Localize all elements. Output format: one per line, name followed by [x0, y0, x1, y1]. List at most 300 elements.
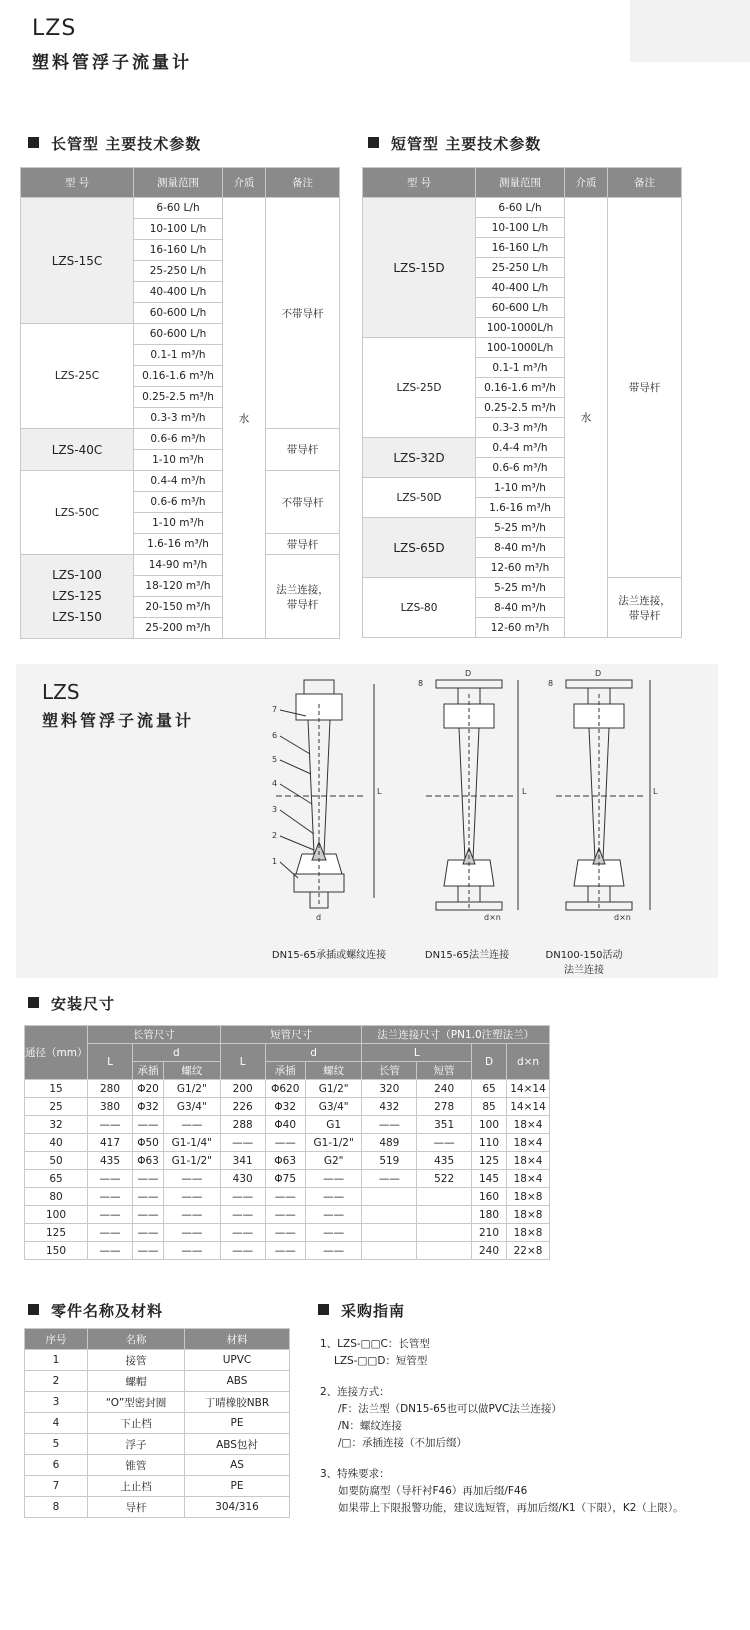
range-cell: 8-40 m³/h	[476, 538, 565, 558]
model-cell: LZS-40C	[21, 429, 134, 471]
parts-cell: 上止档	[88, 1476, 185, 1497]
guide-line: 3、特殊要求：	[320, 1468, 390, 1480]
col-dn: d×n	[507, 1044, 550, 1080]
callout-label: 3	[272, 805, 278, 814]
range-cell: 0.6-6 m³/h	[134, 429, 223, 450]
col-short: 短管尺寸	[220, 1026, 362, 1044]
note-cell: 带导杆	[608, 198, 682, 578]
col-long: 长管尺寸	[88, 1026, 221, 1044]
install-cell	[362, 1206, 417, 1224]
flowmeter-drawings	[246, 664, 716, 934]
install-cell: G1	[305, 1116, 362, 1134]
range-cell: 25-200 m³/h	[134, 618, 223, 639]
dim-label: d	[316, 913, 322, 922]
model-cell: LZS-25D	[363, 338, 476, 438]
col-note: 备注	[608, 168, 682, 198]
install-cell: ——	[88, 1206, 133, 1224]
col-note: 备注	[266, 168, 340, 198]
guide-line: /□：承插连接（不加后缀）	[338, 1437, 467, 1449]
install-cell: 80	[25, 1188, 88, 1206]
install-cell: 519	[362, 1152, 417, 1170]
install-cell: 432	[362, 1098, 417, 1116]
install-cell: ——	[88, 1170, 133, 1188]
install-cell	[417, 1206, 472, 1224]
range-cell: 25-250 L/h	[134, 261, 223, 282]
short-table-title	[368, 133, 541, 154]
col-d: d	[265, 1044, 362, 1062]
col-D: D	[472, 1044, 507, 1080]
diagram-subtitle: 塑料管浮子流量计	[42, 711, 195, 730]
col-bore: 通径（mm）	[25, 1026, 88, 1080]
install-cell: 14×14	[507, 1080, 550, 1098]
parts-cell: 3	[25, 1392, 88, 1413]
parts-cell: 丁晴橡胶NBR	[185, 1392, 290, 1413]
dim-label: L	[377, 787, 382, 796]
install-cell	[417, 1224, 472, 1242]
guide-line: 1、LZS-□□C：长管型	[320, 1338, 430, 1350]
install-cell: 320	[362, 1080, 417, 1098]
install-cell: 100	[25, 1206, 88, 1224]
install-cell: 380	[88, 1098, 133, 1116]
square-bullet-icon	[28, 137, 39, 148]
decor-band	[630, 0, 750, 62]
install-cell: 18×4	[507, 1116, 550, 1134]
brand-logo: LZS	[32, 16, 77, 41]
col-flange: 法兰连接尺寸（PN1.0注塑法兰）	[362, 1026, 550, 1044]
parts-row	[25, 1497, 290, 1518]
install-title-text: 安装尺寸	[51, 995, 116, 1013]
parts-cell: AS	[185, 1455, 290, 1476]
parts-cell: UPVC	[185, 1350, 290, 1371]
range-cell: 0.3-3 m³/h	[134, 408, 223, 429]
install-cell: 180	[472, 1206, 507, 1224]
model-cell-group	[21, 555, 134, 639]
install-cell: Φ63	[265, 1152, 305, 1170]
install-cell: ——	[305, 1170, 362, 1188]
range-cell: 8-40 m³/h	[476, 598, 565, 618]
parts-cell: 6	[25, 1455, 88, 1476]
install-cell: ——	[265, 1188, 305, 1206]
guide-line: LZS-□□D：短管型	[334, 1355, 428, 1367]
range-cell: 0.4-4 m³/h	[134, 471, 223, 492]
range-cell: 60-600 L/h	[134, 324, 223, 345]
range-cell: 1-10 m³/h	[134, 450, 223, 471]
guide-line: /F：法兰型（DN15-65也可以做PVC法兰连接）	[338, 1403, 562, 1415]
install-cell: ——	[417, 1134, 472, 1152]
install-cell: 200	[220, 1080, 265, 1098]
col-L: L	[88, 1044, 133, 1080]
col-model: 型 号	[21, 168, 134, 198]
parts-row	[25, 1371, 290, 1392]
install-cell: 280	[88, 1080, 133, 1098]
callout-label: 5	[272, 755, 278, 764]
col-medium: 介质	[223, 168, 266, 198]
install-cell	[362, 1242, 417, 1260]
callout-label: 4	[272, 779, 278, 788]
callout-label: 7	[272, 705, 278, 714]
medium-cell: 水	[223, 198, 266, 639]
range-cell: 100-1000L/h	[476, 318, 565, 338]
parts-row	[25, 1476, 290, 1497]
parts-cell: 4	[25, 1413, 88, 1434]
dim-label: d×n	[614, 913, 631, 922]
range-cell: 0.3-3 m³/h	[476, 418, 565, 438]
install-cell: G1-1/2"	[305, 1134, 362, 1152]
col-no: 序号	[25, 1329, 88, 1350]
install-cell: ——	[133, 1224, 164, 1242]
install-cell: 18×8	[507, 1224, 550, 1242]
medium-cell: 水	[565, 198, 608, 638]
install-cell: ——	[133, 1206, 164, 1224]
install-cell: 288	[220, 1116, 265, 1134]
guide-title	[318, 1300, 405, 1321]
range-cell: 14-90 m³/h	[134, 555, 223, 576]
caption-socket: DN15-65承插或螺纹连接	[271, 950, 387, 961]
install-cell: 351	[417, 1116, 472, 1134]
model-cell: LZS-80	[363, 578, 476, 638]
install-cell: G1-1/2"	[164, 1152, 221, 1170]
install-cell: 100	[472, 1116, 507, 1134]
range-cell: 5-25 m³/h	[476, 578, 565, 598]
parts-title	[28, 1300, 163, 1321]
parts-cell: 下止档	[88, 1413, 185, 1434]
parts-row	[25, 1392, 290, 1413]
install-cell: ——	[265, 1242, 305, 1260]
callout-label: 2	[272, 831, 278, 840]
long-table-title-text: 长管型 主要技术参数	[51, 135, 202, 153]
install-cell: 18×4	[507, 1134, 550, 1152]
install-cell: 145	[472, 1170, 507, 1188]
install-cell: 50	[25, 1152, 88, 1170]
install-cell: 40	[25, 1134, 88, 1152]
install-cell: Φ32	[265, 1098, 305, 1116]
install-title	[28, 993, 115, 1014]
install-cell: ——	[220, 1242, 265, 1260]
install-cell: ——	[164, 1206, 221, 1224]
install-cell: ——	[164, 1224, 221, 1242]
range-cell: 0.16-1.6 m³/h	[134, 366, 223, 387]
range-cell: 1.6-16 m³/h	[134, 534, 223, 555]
guide-title-text: 采购指南	[341, 1302, 406, 1320]
col-longpipe: 长管	[362, 1062, 417, 1080]
callout-label: 6	[272, 731, 278, 740]
install-cell: 226	[220, 1098, 265, 1116]
install-cell: 18×8	[507, 1188, 550, 1206]
install-cell: 150	[25, 1242, 88, 1260]
dim-label: L	[653, 787, 658, 796]
col-range: 测量范围	[134, 168, 223, 198]
install-cell: ——	[133, 1116, 164, 1134]
install-cell: ——	[88, 1242, 133, 1260]
model-cell: LZS-50D	[363, 478, 476, 518]
range-cell: 0.16-1.6 m³/h	[476, 378, 565, 398]
install-cell: Φ50	[133, 1134, 164, 1152]
install-cell	[362, 1188, 417, 1206]
install-cell: 489	[362, 1134, 417, 1152]
parts-cell: 接管	[88, 1350, 185, 1371]
install-cell: 22×8	[507, 1242, 550, 1260]
install-cell: 160	[472, 1188, 507, 1206]
range-cell: 25-250 L/h	[476, 258, 565, 278]
install-cell: 18×4	[507, 1152, 550, 1170]
install-row	[25, 1152, 550, 1170]
range-cell: 1-10 m³/h	[134, 513, 223, 534]
parts-cell: 浮子	[88, 1434, 185, 1455]
col-shortpipe: 短管	[417, 1062, 472, 1080]
parts-cell: PE	[185, 1476, 290, 1497]
model-cell: LZS-32D	[363, 438, 476, 478]
install-cell: ——	[265, 1206, 305, 1224]
drawing-flange	[426, 680, 518, 910]
range-cell: 20-150 m³/h	[134, 597, 223, 618]
install-row	[25, 1080, 550, 1098]
range-cell: 40-400 L/h	[134, 282, 223, 303]
install-cell: 25	[25, 1098, 88, 1116]
col-material: 材料	[185, 1329, 290, 1350]
col-range: 测量范围	[476, 168, 565, 198]
install-cell: ——	[133, 1170, 164, 1188]
range-cell: 60-600 L/h	[476, 298, 565, 318]
parts-cell: 导杆	[88, 1497, 185, 1518]
model-label: LZS-150	[52, 610, 102, 624]
range-cell: 100-1000L/h	[476, 338, 565, 358]
parts-cell: ABS包衬	[185, 1434, 290, 1455]
note-cell: 法兰连接，带导杆	[266, 555, 340, 639]
parts-cell: 螺帽	[88, 1371, 185, 1392]
range-cell: 1-10 m³/h	[476, 478, 565, 498]
install-row	[25, 1170, 550, 1188]
install-cell	[417, 1242, 472, 1260]
diagram-panel	[16, 664, 718, 978]
install-row	[25, 1116, 550, 1134]
note-cell: 带导杆	[266, 429, 340, 471]
install-cell: ——	[362, 1170, 417, 1188]
install-cell: 65	[472, 1080, 507, 1098]
install-cell: 15	[25, 1080, 88, 1098]
range-cell: 0.6-6 m³/h	[134, 492, 223, 513]
long-spec-table	[20, 167, 340, 639]
range-cell: 0.25-2.5 m³/h	[476, 398, 565, 418]
parts-cell: “O”型密封圈	[88, 1392, 185, 1413]
install-cell: ——	[265, 1134, 305, 1152]
install-cell: ——	[164, 1242, 221, 1260]
install-cell: ——	[305, 1206, 362, 1224]
caption-live-flange: DN100-150活动法兰连接	[545, 950, 623, 976]
range-cell: 6-60 L/h	[134, 198, 223, 219]
col-L: L	[362, 1044, 472, 1062]
install-table	[24, 1025, 550, 1260]
square-bullet-icon	[368, 137, 379, 148]
model-cell: LZS-15D	[363, 198, 476, 338]
install-cell: ——	[220, 1206, 265, 1224]
purchase-guide	[320, 1336, 684, 1517]
parts-title-text: 零件名称及材料	[51, 1302, 164, 1320]
parts-cell: 7	[25, 1476, 88, 1497]
parts-row	[25, 1434, 290, 1455]
callout-label: 8	[548, 679, 554, 688]
range-cell: 16-160 L/h	[476, 238, 565, 258]
range-cell: 1.6-16 m³/h	[476, 498, 565, 518]
install-cell: ——	[133, 1242, 164, 1260]
parts-table	[24, 1328, 290, 1518]
install-cell: G1/2"	[164, 1080, 221, 1098]
install-cell: ——	[305, 1224, 362, 1242]
range-cell: 18-120 m³/h	[134, 576, 223, 597]
guide-line: 如要防腐型（导杆衬F46）再加后缀/F46	[338, 1485, 528, 1497]
install-cell: 125	[25, 1224, 88, 1242]
dim-label: D	[465, 669, 472, 678]
install-cell: ——	[305, 1188, 362, 1206]
parts-cell: PE	[185, 1413, 290, 1434]
install-cell: ——	[88, 1224, 133, 1242]
parts-cell: 304/316	[185, 1497, 290, 1518]
install-cell: ——	[164, 1170, 221, 1188]
parts-cell: 8	[25, 1497, 88, 1518]
parts-cell: 2	[25, 1371, 88, 1392]
parts-row	[25, 1455, 290, 1476]
install-cell: 430	[220, 1170, 265, 1188]
long-table-title	[28, 133, 201, 154]
range-cell: 6-60 L/h	[476, 198, 565, 218]
guide-line: 2、连接方式：	[320, 1386, 390, 1398]
col-name: 名称	[88, 1329, 185, 1350]
install-row	[25, 1188, 550, 1206]
install-cell: G3/4"	[305, 1098, 362, 1116]
guide-line: /N：螺纹连接	[338, 1420, 402, 1432]
note-cell: 不带导杆	[266, 471, 340, 534]
install-cell: Φ32	[133, 1098, 164, 1116]
range-cell: 12-60 m³/h	[476, 558, 565, 578]
install-cell: 210	[472, 1224, 507, 1242]
parts-row	[25, 1413, 290, 1434]
parts-cell: 锥管	[88, 1455, 185, 1476]
page-title: 塑料管浮子流量计	[32, 53, 192, 73]
install-cell: ——	[305, 1242, 362, 1260]
col-socket: 承插	[265, 1062, 305, 1080]
install-cell: 240	[417, 1080, 472, 1098]
install-cell: Φ620	[265, 1080, 305, 1098]
guide-line: 如果带上下限报警功能，建议选短管，再加后缀/K1（下限），K2（上限）。	[338, 1502, 684, 1514]
range-cell: 60-600 L/h	[134, 303, 223, 324]
parts-row	[25, 1350, 290, 1371]
install-cell: ——	[164, 1188, 221, 1206]
callout-label: 8	[418, 679, 424, 688]
range-cell: 12-60 m³/h	[476, 618, 565, 638]
install-cell: Φ75	[265, 1170, 305, 1188]
model-cell: LZS-15C	[21, 198, 134, 324]
install-cell: Φ63	[133, 1152, 164, 1170]
install-cell: ——	[220, 1134, 265, 1152]
install-cell: 435	[417, 1152, 472, 1170]
install-row	[25, 1224, 550, 1242]
callout-label: 1	[272, 857, 278, 866]
install-cell: G1-1/4"	[164, 1134, 221, 1152]
short-table-title-text: 短管型 主要技术参数	[391, 135, 542, 153]
install-cell: 435	[88, 1152, 133, 1170]
range-cell: 16-160 L/h	[134, 240, 223, 261]
install-cell: ——	[133, 1188, 164, 1206]
square-bullet-icon	[318, 1304, 329, 1315]
install-cell: ——	[220, 1188, 265, 1206]
range-cell: 0.1-1 m³/h	[134, 345, 223, 366]
install-cell: ——	[265, 1224, 305, 1242]
drawing-socket	[276, 680, 374, 908]
install-cell: 18×8	[507, 1206, 550, 1224]
install-cell: 110	[472, 1134, 507, 1152]
model-label: LZS-125	[52, 589, 102, 603]
range-cell: 0.6-6 m³/h	[476, 458, 565, 478]
install-cell: ——	[164, 1116, 221, 1134]
dim-label: L	[522, 787, 527, 796]
dim-label: D	[595, 669, 602, 678]
note-cell: 带导杆	[266, 534, 340, 555]
install-cell: Φ20	[133, 1080, 164, 1098]
model-label: LZS-100	[52, 568, 102, 582]
range-cell: 10-100 L/h	[476, 218, 565, 238]
install-cell: Φ40	[265, 1116, 305, 1134]
range-cell: 40-400 L/h	[476, 278, 565, 298]
square-bullet-icon	[28, 997, 39, 1008]
col-L: L	[220, 1044, 265, 1080]
install-cell: 32	[25, 1116, 88, 1134]
range-cell: 5-25 m³/h	[476, 518, 565, 538]
short-spec-table	[362, 167, 682, 638]
col-medium: 介质	[565, 168, 608, 198]
install-cell: 125	[472, 1152, 507, 1170]
install-cell: 85	[472, 1098, 507, 1116]
install-row	[25, 1242, 550, 1260]
col-socket: 承插	[133, 1062, 164, 1080]
model-cell: LZS-50C	[21, 471, 134, 555]
install-cell	[362, 1224, 417, 1242]
col-model: 型 号	[363, 168, 476, 198]
parts-cell: ABS	[185, 1371, 290, 1392]
caption-flange: DN15-65法兰连接	[424, 950, 510, 961]
install-row	[25, 1098, 550, 1116]
install-row	[25, 1206, 550, 1224]
model-cell: LZS-25C	[21, 324, 134, 429]
parts-cell: 5	[25, 1434, 88, 1455]
install-cell: 240	[472, 1242, 507, 1260]
install-cell: 341	[220, 1152, 265, 1170]
install-cell: 278	[417, 1098, 472, 1116]
note-cell: 法兰连接，带导杆	[608, 578, 682, 638]
install-cell: 14×14	[507, 1098, 550, 1116]
install-cell: ——	[220, 1224, 265, 1242]
note-cell: 不带导杆	[266, 198, 340, 429]
install-cell: 522	[417, 1170, 472, 1188]
drawing-live-flange	[556, 680, 650, 910]
install-cell: 417	[88, 1134, 133, 1152]
range-cell: 10-100 L/h	[134, 219, 223, 240]
dim-label: d×n	[484, 913, 501, 922]
diagram-brand: LZS	[42, 680, 80, 704]
install-cell: ——	[88, 1188, 133, 1206]
install-cell: 18×4	[507, 1170, 550, 1188]
col-thread: 螺纹	[164, 1062, 221, 1080]
install-row	[25, 1134, 550, 1152]
range-cell: 0.25-2.5 m³/h	[134, 387, 223, 408]
install-cell: G3/4"	[164, 1098, 221, 1116]
install-cell: 65	[25, 1170, 88, 1188]
square-bullet-icon	[28, 1304, 39, 1315]
install-cell: G2"	[305, 1152, 362, 1170]
range-cell: 0.4-4 m³/h	[476, 438, 565, 458]
install-cell	[417, 1188, 472, 1206]
range-cell: 0.1-1 m³/h	[476, 358, 565, 378]
col-thread: 螺纹	[305, 1062, 362, 1080]
install-cell: ——	[362, 1116, 417, 1134]
